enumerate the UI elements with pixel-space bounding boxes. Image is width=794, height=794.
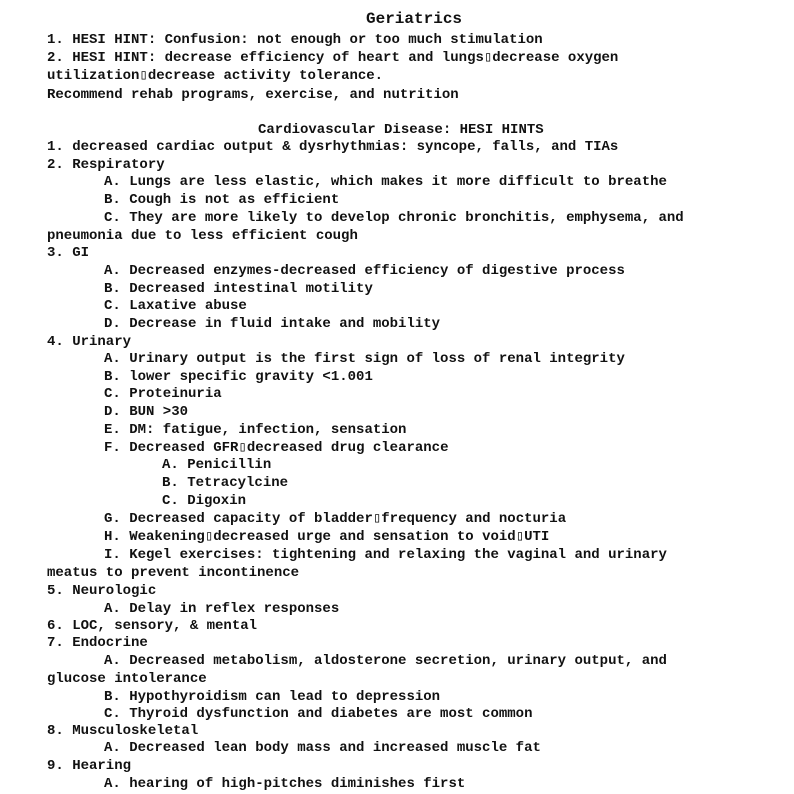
urinary-item-f-b: B. Tetracylcine xyxy=(162,475,289,491)
endocrine-item-c: C. Thyroid dysfunction and diabetes are most common xyxy=(104,706,533,722)
page-title: Geriatrics xyxy=(366,10,463,28)
urinary-item-f-c: C. Digoxin xyxy=(162,493,247,509)
hearing-item-a: A. hearing of high-pitches diminishes first xyxy=(104,776,466,792)
gi-item-d: D. Decrease in fluid intake and mobility xyxy=(104,316,441,332)
endocrine-item-b: B. Hypothyroidism can lead to depression xyxy=(104,689,441,705)
section-heading: Cardiovascular Disease: HESI HINTS xyxy=(258,122,544,138)
endocrine-item-a-cont: glucose intolerance xyxy=(47,671,207,687)
cardio-item-1: 1. decreased cardiac output & dysrhythmias: syncope, falls, and TIAs xyxy=(47,139,619,155)
recommendation: Recommend rehab programs, exercise, and nutrition xyxy=(47,87,459,103)
gi-item-a: A. Decreased enzymes-decreased efficiency of digestive process xyxy=(104,263,625,279)
hint-2-line-1: 2. HESI HINT: decrease efficiency of heart and lungs▯decrease oxygen xyxy=(47,50,619,66)
respiratory-item-b: B. Cough is not as efficient xyxy=(104,192,340,208)
respiratory-item-c: C. They are more likely to develop chronic bronchitis, emphysema, and xyxy=(104,210,684,226)
hearing-heading: 9. Hearing xyxy=(47,758,132,774)
neurologic-item-a: A. Delay in reflex responses xyxy=(104,601,340,617)
urinary-item-f: F. Decreased GFR▯decreased drug clearance xyxy=(104,440,449,456)
musculoskeletal-heading: 8. Musculoskeletal xyxy=(47,723,199,739)
urinary-item-i-cont: meatus to prevent incontinence xyxy=(47,565,300,581)
gi-item-c: C. Laxative abuse xyxy=(104,298,247,314)
urinary-item-f-a: A. Penicillin xyxy=(162,457,272,473)
urinary-item-e: E. DM: fatigue, infection, sensation xyxy=(104,422,407,438)
urinary-item-g: G. Decreased capacity of bladder▯frequency and nocturia xyxy=(104,511,567,527)
urinary-item-h: H. Weakening▯decreased urge and sensation to void▯UTI xyxy=(104,529,550,545)
urinary-item-a: A. Urinary output is the first sign of loss of renal integrity xyxy=(104,351,625,367)
urinary-item-b: B. lower specific gravity <1.001 xyxy=(104,369,373,385)
respiratory-heading: 2. Respiratory xyxy=(47,157,165,173)
loc-heading: 6. LOC, sensory, & mental xyxy=(47,618,258,634)
respiratory-item-a: A. Lungs are less elastic, which makes it more difficult to breathe xyxy=(104,174,667,190)
urinary-item-i: I. Kegel exercises: tightening and relaxing the vaginal and urinary xyxy=(104,547,667,563)
urinary-heading: 4. Urinary xyxy=(47,334,132,350)
gi-heading: 3. GI xyxy=(47,245,90,261)
urinary-item-d: D. BUN >30 xyxy=(104,404,189,420)
respiratory-item-c-cont: pneumonia due to less efficient cough xyxy=(47,228,358,244)
endocrine-item-a: A. Decreased metabolism, aldosterone secretion, urinary output, and xyxy=(104,653,667,669)
hint-2-line-2: utilization▯decrease activity tolerance. xyxy=(47,68,384,84)
endocrine-heading: 7. Endocrine xyxy=(47,635,148,651)
neurologic-heading: 5. Neurologic xyxy=(47,583,157,599)
gi-item-b: B. Decreased intestinal motility xyxy=(104,281,373,297)
hint-1: 1. HESI HINT: Confusion: not enough or too much stimulation xyxy=(47,32,543,48)
musculoskeletal-item-a: A. Decreased lean body mass and increased muscle fat xyxy=(104,740,541,756)
urinary-item-c: C. Proteinuria xyxy=(104,386,222,402)
